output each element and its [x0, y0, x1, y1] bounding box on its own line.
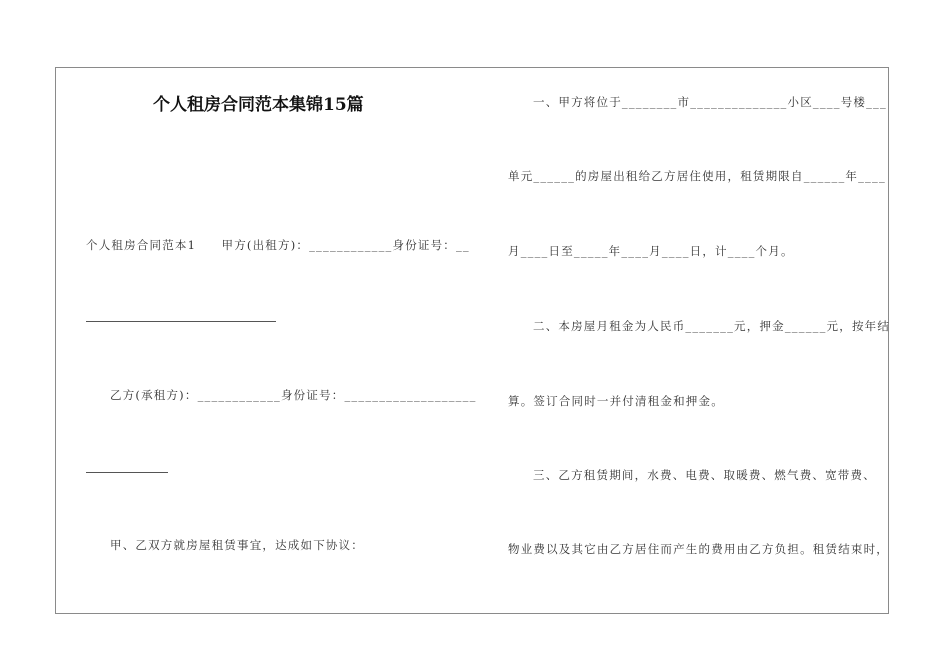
blank-underline-1	[86, 321, 276, 322]
right-line-7: 物业费以及其它由乙方居住而产生的费用由乙方负担。租赁结束时，	[508, 542, 889, 556]
left-line-3: 乙方(承租方)：____________身份证号：___________________	[110, 388, 477, 402]
document-title: 个人租房合同范本集锦15篇	[153, 95, 364, 115]
left-line-1: 个人租房合同范本1 甲方(出租方)：____________身份证号：__	[86, 238, 470, 252]
right-line-3: 月____日至_____年____月____日，计____个月。	[508, 244, 794, 258]
right-line-4: 二、本房屋月租金为人民币_______元，押金______元，按年结	[533, 319, 891, 333]
document-page	[55, 67, 889, 614]
left-line-5: 甲、乙双方就房屋租赁事宜，达成如下协议：	[110, 538, 364, 552]
right-line-2: 单元______的房屋出租给乙方居住使用，租赁期限自______年____	[508, 169, 886, 183]
right-line-6: 三、乙方租赁期间，水费、电费、取暖费、燃气费、宽带费、	[533, 468, 876, 482]
blank-underline-2	[86, 472, 168, 473]
right-line-1: 一、甲方将位于________市______________小区____号楼___	[533, 95, 887, 109]
right-line-5: 算。签订合同时一并付清租金和押金。	[508, 394, 724, 408]
